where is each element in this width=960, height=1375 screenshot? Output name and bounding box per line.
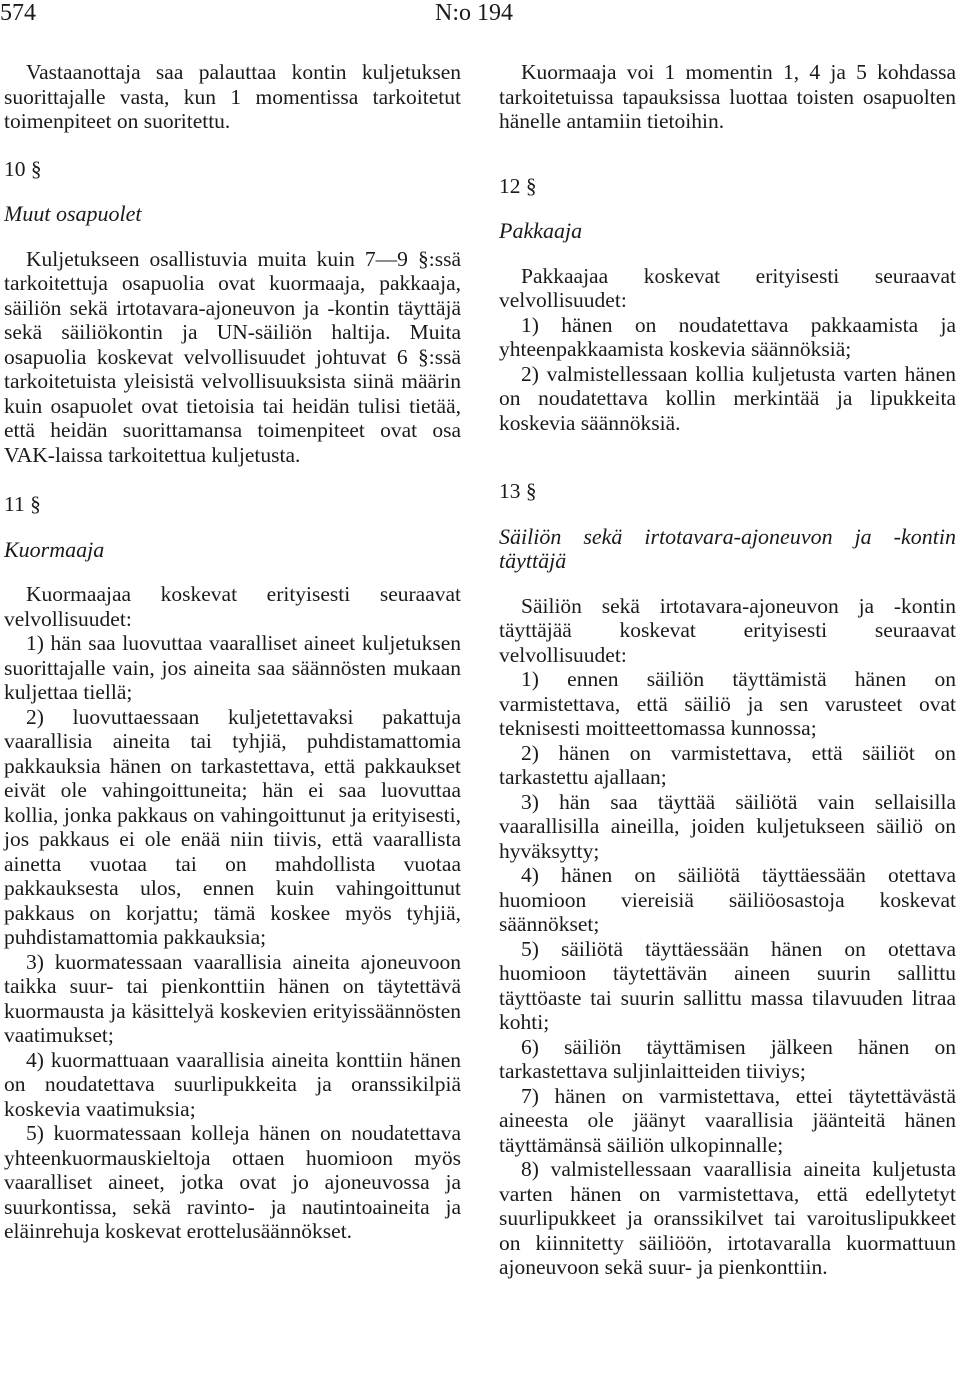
section-title: Pakkaaja [499, 218, 583, 243]
section-number: 12 § [499, 173, 537, 198]
section-number: 13 § [499, 479, 537, 503]
paragraph: Säiliön sekä irtotavara-ajoneuvon ja -kontin täyttäjää koskevat erityisesti seuraavat velvollisuudet: [499, 593, 956, 667]
page-number: 574 [0, 0, 36, 26]
list-item: 3) hän saa täyttää säiliötä vain sellaisilla vaarallisilla aineilla, joiden kuljetukseen säiliö on hyväksytty; [499, 789, 956, 863]
list-item: 6) säiliön täyttämisen jälkeen hänen on tarkastettava suljinlaitteiden tiiviys; [499, 1034, 956, 1083]
section-title: Kuormaaja [4, 536, 105, 562]
left-column [4, 60, 461, 1244]
paragraph: Kuormaaja voi 1 momentin 1, 4 ja 5 kohdassa tarkoitetuissa tapauksissa luottaa toisten osapuolten hänelle antamiin tietoihin. [499, 60, 956, 133]
list-item: 5) säiliötä täyttäessään hänen on otettava huomioon täytettävän aineen suurin sallittu täyttöaste tai suurin sallittu massa tilavuuden litraa kohti; [499, 936, 956, 1034]
section-title: Muut osapuolet [4, 201, 142, 226]
section-number: 11 § [4, 492, 41, 516]
list-item: 7) hänen on varmistettava, ettei täytettävästä aineesta ole jäänyt vaarallisia jäänteitä hänen täyttämänsä säiliön ulkopinnalle; [499, 1083, 956, 1157]
section-title: Säiliön sekä irtotavara-ajoneuvon ja -kontin täyttäjä [499, 523, 956, 573]
list-item: 8) valmistellessaan vaarallisia aineita kuljetusta varten hänen on varmistettava, että edellytetyt suurlipukkeet ja oranssikilvet tai varoituslipukkeet on kiinnitetty säiliöön, irtotavaralla kuormattuun ajoneuvoon sekä suur- ja pienkonttiin. [499, 1157, 956, 1279]
paragraph: Kuormaajaa koskevat erityisesti seuraavat velvollisuudet: [4, 582, 461, 631]
list-item: 2) luovuttaessaan kuljetettavaksi pakattuja vaarallisia aineita tai tyhjiä, puhdistamattomia pakkauksia hänen on tarkastettava, että pakkaukset eivät ole vahingoittuneita; hän ei saa luovuttaa kollia, jonka pakkaus on vahingoittunut ja erityisesti, jos pakkaus ei ole enää niin tiivis, että vaarallista ainetta vuotaa tai on mahdollista vuotaa pakkauksesta ulos, ennen kuin vahingoittunut pakkaus on korjattu; tämä koskee myös tyhjiä, puhdistamattomia pakkauksia; [4, 704, 461, 949]
document-number: N:o 194 [435, 0, 513, 26]
list-item: 2) valmistellessaan kollia kuljetusta varten hänen on noudatettava kollin merkintää ja lipukkeita koskevia säännöksiä. [499, 361, 956, 435]
paragraph: Vastaanottaja saa palauttaa kontin kuljetuksen suorittajalle vasta, kun 1 momentissa tarkoitetut toimenpiteet on suoritettu. [4, 60, 461, 133]
list-item: 5) kuormatessaan kolleja hänen on noudatettava yhteenkuormauskieltoja ottaen huomioon myös vaaralliset aineet, jotka ovat jo ajoneuvossa ja suurkontissa, sekä ravinto- ja nautintoaineita ja eläinrehuja koskevat erottelusäännökset. [4, 1121, 461, 1243]
right-column [499, 60, 956, 1280]
paragraph: Kuljetukseen osallistuvia muita kuin 7—9 §:ssä tarkoitettuja osapuolia ovat kuormaaja, pakkaaja, säiliön sekä irtotavara-ajoneuvon ja -kontin täyttäjä sekä säiliökontin ja UN-säiliön haltija. Muita osapuolia koskevat velvollisuudet johtuvat 6 §:ssä tarkoitetuista yleisistä velvollisuuksista siinä määrin kuin osapuolet ovat tietoisia tai heidän tulisi tietää, että heidän suorittamansa toimenpiteet ovat osa VAK-laissa tarkoitettua kuljetusta. [4, 246, 461, 467]
list-item: 3) kuormatessaan vaarallisia aineita ajoneuvoon taikka suur- tai pienkonttiin hänen on täytettävä kuormausta ja käsittelyä koskevien erityissäännösten vaatimukset; [4, 949, 461, 1047]
paragraph: Pakkaajaa koskevat erityisesti seuraavat velvollisuudet: [499, 263, 956, 312]
list-item: 2) hänen on varmistettava, että säiliöt on tarkastettu ajallaan; [499, 740, 956, 789]
list-item: 4) hänen on säiliötä täyttäessään otettava huomioon viereisiä säiliöosastoja koskevat säännökset; [499, 863, 956, 936]
list-item: 1) ennen säiliön täyttämistä hänen on varmistettava, että säiliö ja sen varusteet ovat teknisesti moitteettomassa kunnossa; [499, 667, 956, 740]
list-item: 1) hän saa luovuttaa vaaralliset aineet kuljetuksen suorittajalle vain, jos aineita saa säännösten mukaan kuljettaa tiellä; [4, 631, 461, 704]
list-item: 1) hänen on noudatettava pakkaamista ja yhteenpakkaamista koskevia säännöksiä; [499, 312, 956, 361]
section-number: 10 § [4, 156, 42, 181]
list-item: 4) kuormattuaan vaarallisia aineita konttiin hänen on noudatettava suurlipukkeita ja oranssikilpiä koskevia vaatimuksia; [4, 1047, 461, 1121]
